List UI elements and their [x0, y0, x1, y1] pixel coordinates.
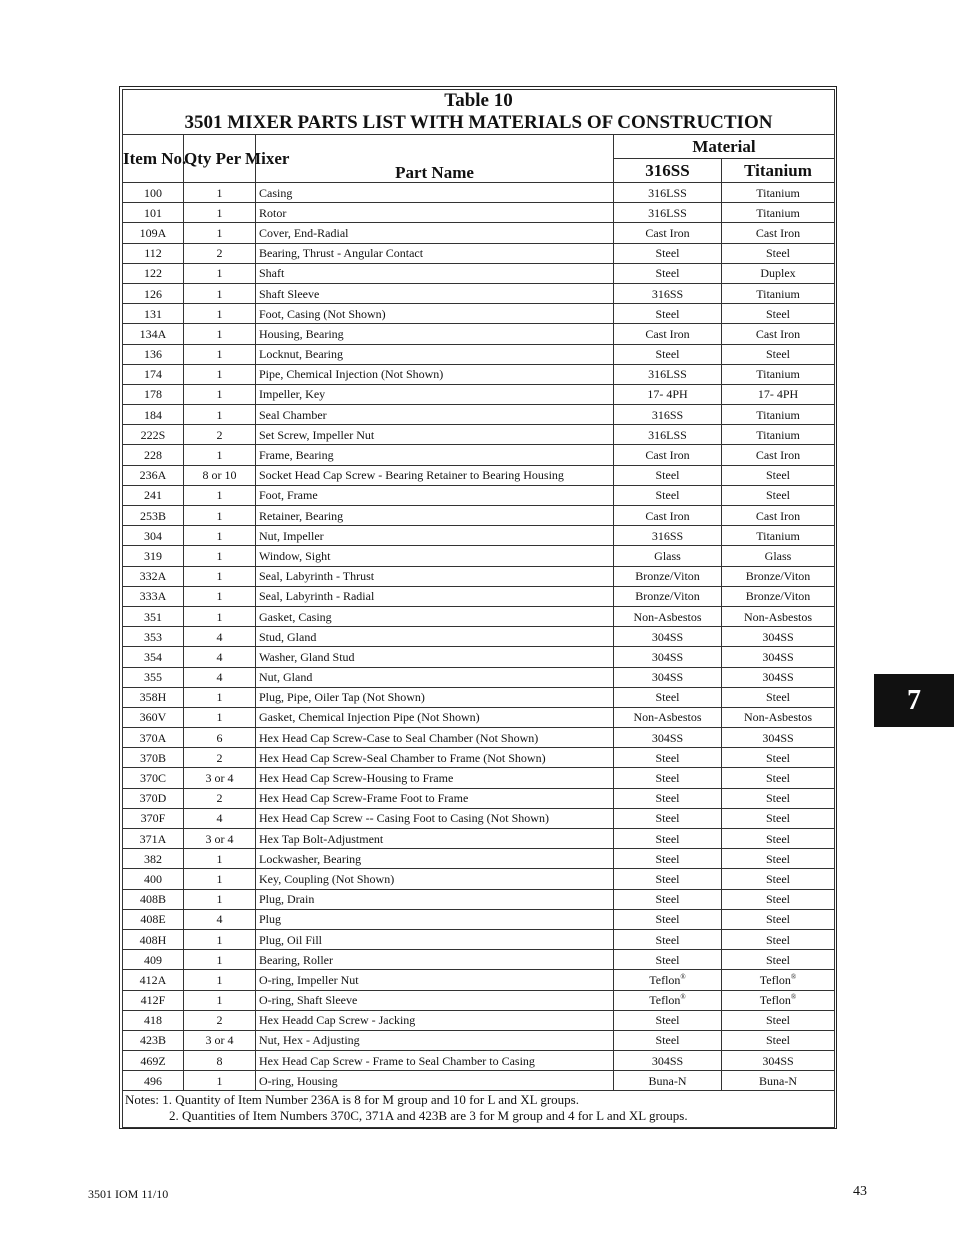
cell-qty: 1 [184, 485, 256, 505]
cell-qty: 1 [184, 324, 256, 344]
cell-item-no: 241 [123, 485, 184, 505]
cell-item-no: 174 [123, 364, 184, 384]
cell-material-316ss: Non-Asbestos [614, 606, 722, 626]
cell-item-no: 253B [123, 506, 184, 526]
cell-material-titanium: Cast Iron [722, 223, 835, 243]
table-row [123, 445, 835, 465]
cell-qty: 1 [184, 183, 256, 203]
table-row [123, 990, 835, 1010]
cell-part-name: Hex Head Cap Screw - Frame to Seal Chamber to Casing [256, 1051, 614, 1071]
cell-item-no: 136 [123, 344, 184, 364]
cell-qty: 1 [184, 344, 256, 364]
cell-item-no: 370F [123, 808, 184, 828]
header-item-no: Item No. [123, 135, 184, 183]
cell-material-316ss: Steel [614, 869, 722, 889]
cell-material-316ss: Bronze/Viton [614, 586, 722, 606]
cell-part-name: Seal, Labyrinth - Radial [256, 586, 614, 606]
cell-material-titanium: Titanium [722, 203, 835, 223]
cell-qty: 1 [184, 929, 256, 949]
cell-item-no: 332A [123, 566, 184, 586]
cell-material-316ss: Bronze/Viton [614, 566, 722, 586]
table-row [123, 909, 835, 929]
table-row [123, 263, 835, 283]
cell-item-no: 418 [123, 1010, 184, 1030]
cell-material-316ss: 304SS [614, 627, 722, 647]
cell-item-no: 222S [123, 425, 184, 445]
cell-item-no: 469Z [123, 1051, 184, 1071]
cell-material-316ss: Cast Iron [614, 445, 722, 465]
cell-material-316ss: Steel [614, 243, 722, 263]
cell-item-no: 109A [123, 223, 184, 243]
cell-material-titanium: Bronze/Viton [722, 586, 835, 606]
cell-material-316ss: Cast Iron [614, 223, 722, 243]
cell-material-316ss: Cast Iron [614, 324, 722, 344]
header-titanium: Titanium [722, 159, 835, 183]
cell-part-name: Stud, Gland [256, 627, 614, 647]
cell-qty: 1 [184, 546, 256, 566]
cell-part-name: O-ring, Impeller Nut [256, 970, 614, 990]
table-row [123, 425, 835, 445]
cell-material-titanium: Titanium [722, 364, 835, 384]
table-row [123, 283, 835, 303]
header-316ss: 316SS [614, 159, 722, 183]
cell-qty: 1 [184, 1071, 256, 1091]
table-row [123, 223, 835, 243]
table-row [123, 324, 835, 344]
table-row [123, 566, 835, 586]
cell-qty: 1 [184, 707, 256, 727]
table-row [123, 344, 835, 364]
cell-item-no: 496 [123, 1071, 184, 1091]
cell-material-titanium: 304SS [722, 728, 835, 748]
cell-material-316ss: 316SS [614, 283, 722, 303]
cell-material-titanium: Steel [722, 849, 835, 869]
cell-material-titanium: Teflon® [722, 970, 835, 990]
table-row [123, 950, 835, 970]
table-row [123, 627, 835, 647]
cell-part-name: Seal, Labyrinth - Thrust [256, 566, 614, 586]
cell-material-titanium: Steel [722, 768, 835, 788]
cell-qty: 3 or 4 [184, 1030, 256, 1050]
cell-material-titanium: Titanium [722, 526, 835, 546]
cell-qty: 1 [184, 445, 256, 465]
table-row [123, 667, 835, 687]
table-row [123, 687, 835, 707]
cell-qty: 1 [184, 687, 256, 707]
cell-material-titanium: 304SS [722, 667, 835, 687]
cell-qty: 8 or 10 [184, 465, 256, 485]
cell-item-no: 370A [123, 728, 184, 748]
cell-item-no: 408B [123, 889, 184, 909]
cell-material-titanium: Cast Iron [722, 445, 835, 465]
cell-qty: 1 [184, 384, 256, 404]
cell-part-name: Hex Head Cap Screw-Case to Seal Chamber (Not Shown) [256, 728, 614, 748]
cell-item-no: 382 [123, 849, 184, 869]
table-row [123, 788, 835, 808]
cell-material-titanium: Titanium [722, 425, 835, 445]
page-number: 43 [853, 1184, 867, 1199]
cell-item-no: 354 [123, 647, 184, 667]
cell-part-name: Nut, Gland [256, 667, 614, 687]
cell-material-316ss: Steel [614, 808, 722, 828]
cell-part-name: Bearing, Roller [256, 950, 614, 970]
table-row [123, 808, 835, 828]
table-row [123, 869, 835, 889]
cell-item-no: 355 [123, 667, 184, 687]
cell-item-no: 101 [123, 203, 184, 223]
cell-part-name: Socket Head Cap Screw - Bearing Retainer to Bearing Housing [256, 465, 614, 485]
registered-mark: ® [790, 972, 797, 981]
cell-qty: 1 [184, 506, 256, 526]
cell-item-no: 122 [123, 263, 184, 283]
cell-material-316ss: Non-Asbestos [614, 707, 722, 727]
cell-material-titanium: Steel [722, 344, 835, 364]
table-row [123, 929, 835, 949]
cell-qty: 1 [184, 364, 256, 384]
cell-item-no: 228 [123, 445, 184, 465]
cell-qty: 6 [184, 728, 256, 748]
cell-qty: 8 [184, 1051, 256, 1071]
table-row [123, 647, 835, 667]
cell-part-name: Shaft Sleeve [256, 283, 614, 303]
cell-item-no: 400 [123, 869, 184, 889]
cell-material-titanium: Non-Asbestos [722, 606, 835, 626]
cell-material-316ss: 17- 4PH [614, 384, 722, 404]
cell-material-titanium: Steel [722, 465, 835, 485]
cell-material-titanium: Steel [722, 748, 835, 768]
cell-item-no: 408E [123, 909, 184, 929]
cell-item-no: 370C [123, 768, 184, 788]
cell-material-316ss: Steel [614, 889, 722, 909]
cell-qty: 1 [184, 405, 256, 425]
table-title [123, 90, 835, 135]
table-row [123, 768, 835, 788]
cell-item-no: 131 [123, 304, 184, 324]
cell-item-no: 370B [123, 748, 184, 768]
cell-material-titanium: Glass [722, 546, 835, 566]
cell-qty: 2 [184, 1010, 256, 1030]
cell-material-316ss: Steel [614, 909, 722, 929]
table-row [123, 606, 835, 626]
table-notes [123, 1091, 835, 1128]
cell-material-316ss: 304SS [614, 667, 722, 687]
cell-material-titanium: Titanium [722, 283, 835, 303]
cell-item-no: 333A [123, 586, 184, 606]
cell-material-titanium: 17- 4PH [722, 384, 835, 404]
cell-material-titanium: Steel [722, 304, 835, 324]
cell-item-no: 370D [123, 788, 184, 808]
cell-material-316ss: 316LSS [614, 203, 722, 223]
cell-part-name: Cover, End-Radial [256, 223, 614, 243]
note-2: 2. Quantities of Item Numbers 370C, 371A and 423B are 3 for M group and 4 for L and XL groups. [169, 1108, 688, 1124]
cell-material-titanium: Steel [722, 929, 835, 949]
table-row [123, 183, 835, 203]
cell-part-name: Casing [256, 183, 614, 203]
cell-item-no: 423B [123, 1030, 184, 1050]
parts-rows [123, 183, 835, 1091]
table-row [123, 728, 835, 748]
cell-material-316ss: Steel [614, 829, 722, 849]
table-row [123, 1051, 835, 1071]
cell-item-no: 360V [123, 707, 184, 727]
cell-part-name: Plug, Pipe, Oiler Tap (Not Shown) [256, 687, 614, 707]
cell-part-name: Plug, Drain [256, 889, 614, 909]
table-row [123, 707, 835, 727]
cell-material-titanium: Teflon® [722, 990, 835, 1010]
cell-material-titanium: Steel [722, 950, 835, 970]
cell-qty: 1 [184, 526, 256, 546]
cell-item-no: 126 [123, 283, 184, 303]
section-tab-marker: 7 [874, 674, 954, 727]
header-qty-per-mixer: Qty Per Mixer [184, 135, 256, 183]
cell-part-name: O-ring, Shaft Sleeve [256, 990, 614, 1010]
header-part-name: Part Name [256, 135, 614, 183]
cell-qty: 2 [184, 425, 256, 445]
cell-qty: 1 [184, 849, 256, 869]
cell-item-no: 353 [123, 627, 184, 647]
cell-material-316ss: Steel [614, 263, 722, 283]
cell-qty: 2 [184, 243, 256, 263]
cell-qty: 1 [184, 990, 256, 1010]
cell-qty: 1 [184, 283, 256, 303]
cell-material-titanium: Cast Iron [722, 324, 835, 344]
parts-table [122, 89, 835, 1128]
cell-item-no: 100 [123, 183, 184, 203]
cell-qty: 1 [184, 950, 256, 970]
cell-material-titanium: 304SS [722, 627, 835, 647]
cell-material-titanium: 304SS [722, 647, 835, 667]
cell-material-316ss: 316LSS [614, 425, 722, 445]
cell-material-titanium: Titanium [722, 183, 835, 203]
cell-part-name: Set Screw, Impeller Nut [256, 425, 614, 445]
cell-qty: 2 [184, 748, 256, 768]
cell-material-titanium: Steel [722, 243, 835, 263]
cell-material-316ss: Teflon® [614, 970, 722, 990]
cell-material-316ss: Steel [614, 485, 722, 505]
table-row [123, 829, 835, 849]
cell-part-name: Retainer, Bearing [256, 506, 614, 526]
cell-item-no: 371A [123, 829, 184, 849]
cell-qty: 4 [184, 667, 256, 687]
cell-material-316ss: 304SS [614, 1051, 722, 1071]
cell-part-name: Window, Sight [256, 546, 614, 566]
table-row [123, 364, 835, 384]
cell-material-316ss: Steel [614, 1010, 722, 1030]
cell-part-name: Lockwasher, Bearing [256, 849, 614, 869]
cell-item-no: 358H [123, 687, 184, 707]
cell-qty: 3 or 4 [184, 829, 256, 849]
cell-qty: 1 [184, 566, 256, 586]
cell-material-titanium: Steel [722, 485, 835, 505]
cell-item-no: 412A [123, 970, 184, 990]
cell-material-316ss: Steel [614, 304, 722, 324]
cell-qty: 1 [184, 304, 256, 324]
cell-part-name: Pipe, Chemical Injection (Not Shown) [256, 364, 614, 384]
header-material: Material [614, 135, 835, 159]
cell-item-no: 134A [123, 324, 184, 344]
cell-item-no: 236A [123, 465, 184, 485]
cell-part-name: Hex Head Cap Screw-Frame Foot to Frame [256, 788, 614, 808]
cell-material-titanium: Steel [722, 889, 835, 909]
cell-material-titanium: Buna-N [722, 1071, 835, 1091]
registered-mark: ® [790, 993, 797, 1002]
cell-material-titanium: Steel [722, 788, 835, 808]
cell-part-name: Key, Coupling (Not Shown) [256, 869, 614, 889]
cell-material-316ss: Steel [614, 788, 722, 808]
note-1: Notes: 1. Quantity of Item Number 236A is 8 for M group and 10 for L and XL groups. [125, 1092, 579, 1108]
cell-qty: 1 [184, 263, 256, 283]
cell-part-name: Hex Head Cap Screw -- Casing Foot to Casing (Not Shown) [256, 808, 614, 828]
cell-material-316ss: Steel [614, 344, 722, 364]
cell-qty: 1 [184, 970, 256, 990]
cell-item-no: 184 [123, 405, 184, 425]
cell-material-titanium: 304SS [722, 1051, 835, 1071]
cell-qty: 1 [184, 606, 256, 626]
cell-part-name: Foot, Frame [256, 485, 614, 505]
cell-part-name: Locknut, Bearing [256, 344, 614, 364]
table-row [123, 203, 835, 223]
cell-part-name: Bearing, Thrust - Angular Contact [256, 243, 614, 263]
cell-qty: 4 [184, 808, 256, 828]
cell-material-titanium: Titanium [722, 405, 835, 425]
table-row [123, 1030, 835, 1050]
cell-material-316ss: Cast Iron [614, 506, 722, 526]
cell-material-titanium: Duplex [722, 263, 835, 283]
cell-part-name: Housing, Bearing [256, 324, 614, 344]
cell-item-no: 112 [123, 243, 184, 263]
registered-mark: ® [680, 993, 686, 1002]
footer-doc-id: 3501 IOM 11/10 [88, 1187, 169, 1201]
cell-material-316ss: Steel [614, 768, 722, 788]
cell-part-name: Hex Head Cap Screw-Seal Chamber to Frame (Not Shown) [256, 748, 614, 768]
cell-material-titanium: Steel [722, 869, 835, 889]
cell-material-316ss: Steel [614, 687, 722, 707]
cell-qty: 4 [184, 627, 256, 647]
cell-part-name: Gasket, Casing [256, 606, 614, 626]
cell-qty: 2 [184, 788, 256, 808]
cell-material-316ss: Steel [614, 929, 722, 949]
cell-qty: 4 [184, 909, 256, 929]
table-row [123, 889, 835, 909]
table-row [123, 243, 835, 263]
cell-part-name: Hex Tap Bolt-Adjustment [256, 829, 614, 849]
table-row [123, 849, 835, 869]
cell-material-316ss: Steel [614, 465, 722, 485]
table-row [123, 465, 835, 485]
cell-material-titanium: Steel [722, 808, 835, 828]
table-row [123, 748, 835, 768]
cell-material-titanium: Steel [722, 687, 835, 707]
registered-mark: ® [680, 972, 686, 981]
cell-part-name: Foot, Casing (Not Shown) [256, 304, 614, 324]
cell-material-316ss: 304SS [614, 647, 722, 667]
cell-material-316ss: Steel [614, 1030, 722, 1050]
cell-item-no: 408H [123, 929, 184, 949]
table-row [123, 405, 835, 425]
table-row [123, 586, 835, 606]
cell-qty: 1 [184, 889, 256, 909]
cell-part-name: Impeller, Key [256, 384, 614, 404]
cell-material-titanium: Steel [722, 829, 835, 849]
cell-part-name: O-ring, Housing [256, 1071, 614, 1091]
table-row [123, 384, 835, 404]
cell-material-316ss: Steel [614, 748, 722, 768]
cell-material-titanium: Bronze/Viton [722, 566, 835, 586]
cell-qty: 1 [184, 869, 256, 889]
table-title-line2: 3501 MIXER PARTS LIST WITH MATERIALS OF CONSTRUCTION [184, 112, 773, 133]
cell-part-name: Hex Headd Cap Screw - Jacking [256, 1010, 614, 1030]
table-row [123, 485, 835, 505]
cell-part-name: Washer, Gland Stud [256, 647, 614, 667]
cell-material-titanium: Cast Iron [722, 506, 835, 526]
table-row [123, 304, 835, 324]
table-row [123, 1010, 835, 1030]
cell-material-316ss: Steel [614, 849, 722, 869]
cell-material-316ss: Buna-N [614, 1071, 722, 1091]
cell-material-titanium: Steel [722, 1030, 835, 1050]
cell-material-titanium: Steel [722, 1010, 835, 1030]
cell-item-no: 409 [123, 950, 184, 970]
cell-qty: 3 or 4 [184, 768, 256, 788]
cell-part-name: Plug [256, 909, 614, 929]
cell-material-316ss: 316SS [614, 526, 722, 546]
cell-material-316ss: Glass [614, 546, 722, 566]
cell-item-no: 412F [123, 990, 184, 1010]
cell-material-316ss: Steel [614, 950, 722, 970]
cell-part-name: Nut, Hex - Adjusting [256, 1030, 614, 1050]
cell-material-316ss: 316LSS [614, 183, 722, 203]
table-row [123, 546, 835, 566]
cell-material-titanium: Non-Asbestos [722, 707, 835, 727]
cell-part-name: Frame, Bearing [256, 445, 614, 465]
cell-item-no: 319 [123, 546, 184, 566]
cell-material-316ss: 316LSS [614, 364, 722, 384]
cell-part-name: Plug, Oil Fill [256, 929, 614, 949]
cell-item-no: 304 [123, 526, 184, 546]
cell-part-name: Rotor [256, 203, 614, 223]
cell-material-titanium: Steel [722, 909, 835, 929]
table-row [123, 506, 835, 526]
cell-qty: 4 [184, 647, 256, 667]
cell-material-316ss: 316SS [614, 405, 722, 425]
cell-part-name: Seal Chamber [256, 405, 614, 425]
cell-material-316ss: Teflon® [614, 990, 722, 1010]
cell-material-316ss: 304SS [614, 728, 722, 748]
cell-qty: 1 [184, 203, 256, 223]
cell-item-no: 178 [123, 384, 184, 404]
cell-item-no: 351 [123, 606, 184, 626]
cell-part-name: Gasket, Chemical Injection Pipe (Not Shown) [256, 707, 614, 727]
table-row [123, 1071, 835, 1091]
cell-part-name: Hex Head Cap Screw-Housing to Frame [256, 768, 614, 788]
table-row [123, 526, 835, 546]
cell-qty: 1 [184, 586, 256, 606]
cell-part-name: Shaft [256, 263, 614, 283]
cell-qty: 1 [184, 223, 256, 243]
cell-part-name: Nut, Impeller [256, 526, 614, 546]
table-title-line1: Table 10 [444, 90, 513, 111]
table-row [123, 970, 835, 990]
